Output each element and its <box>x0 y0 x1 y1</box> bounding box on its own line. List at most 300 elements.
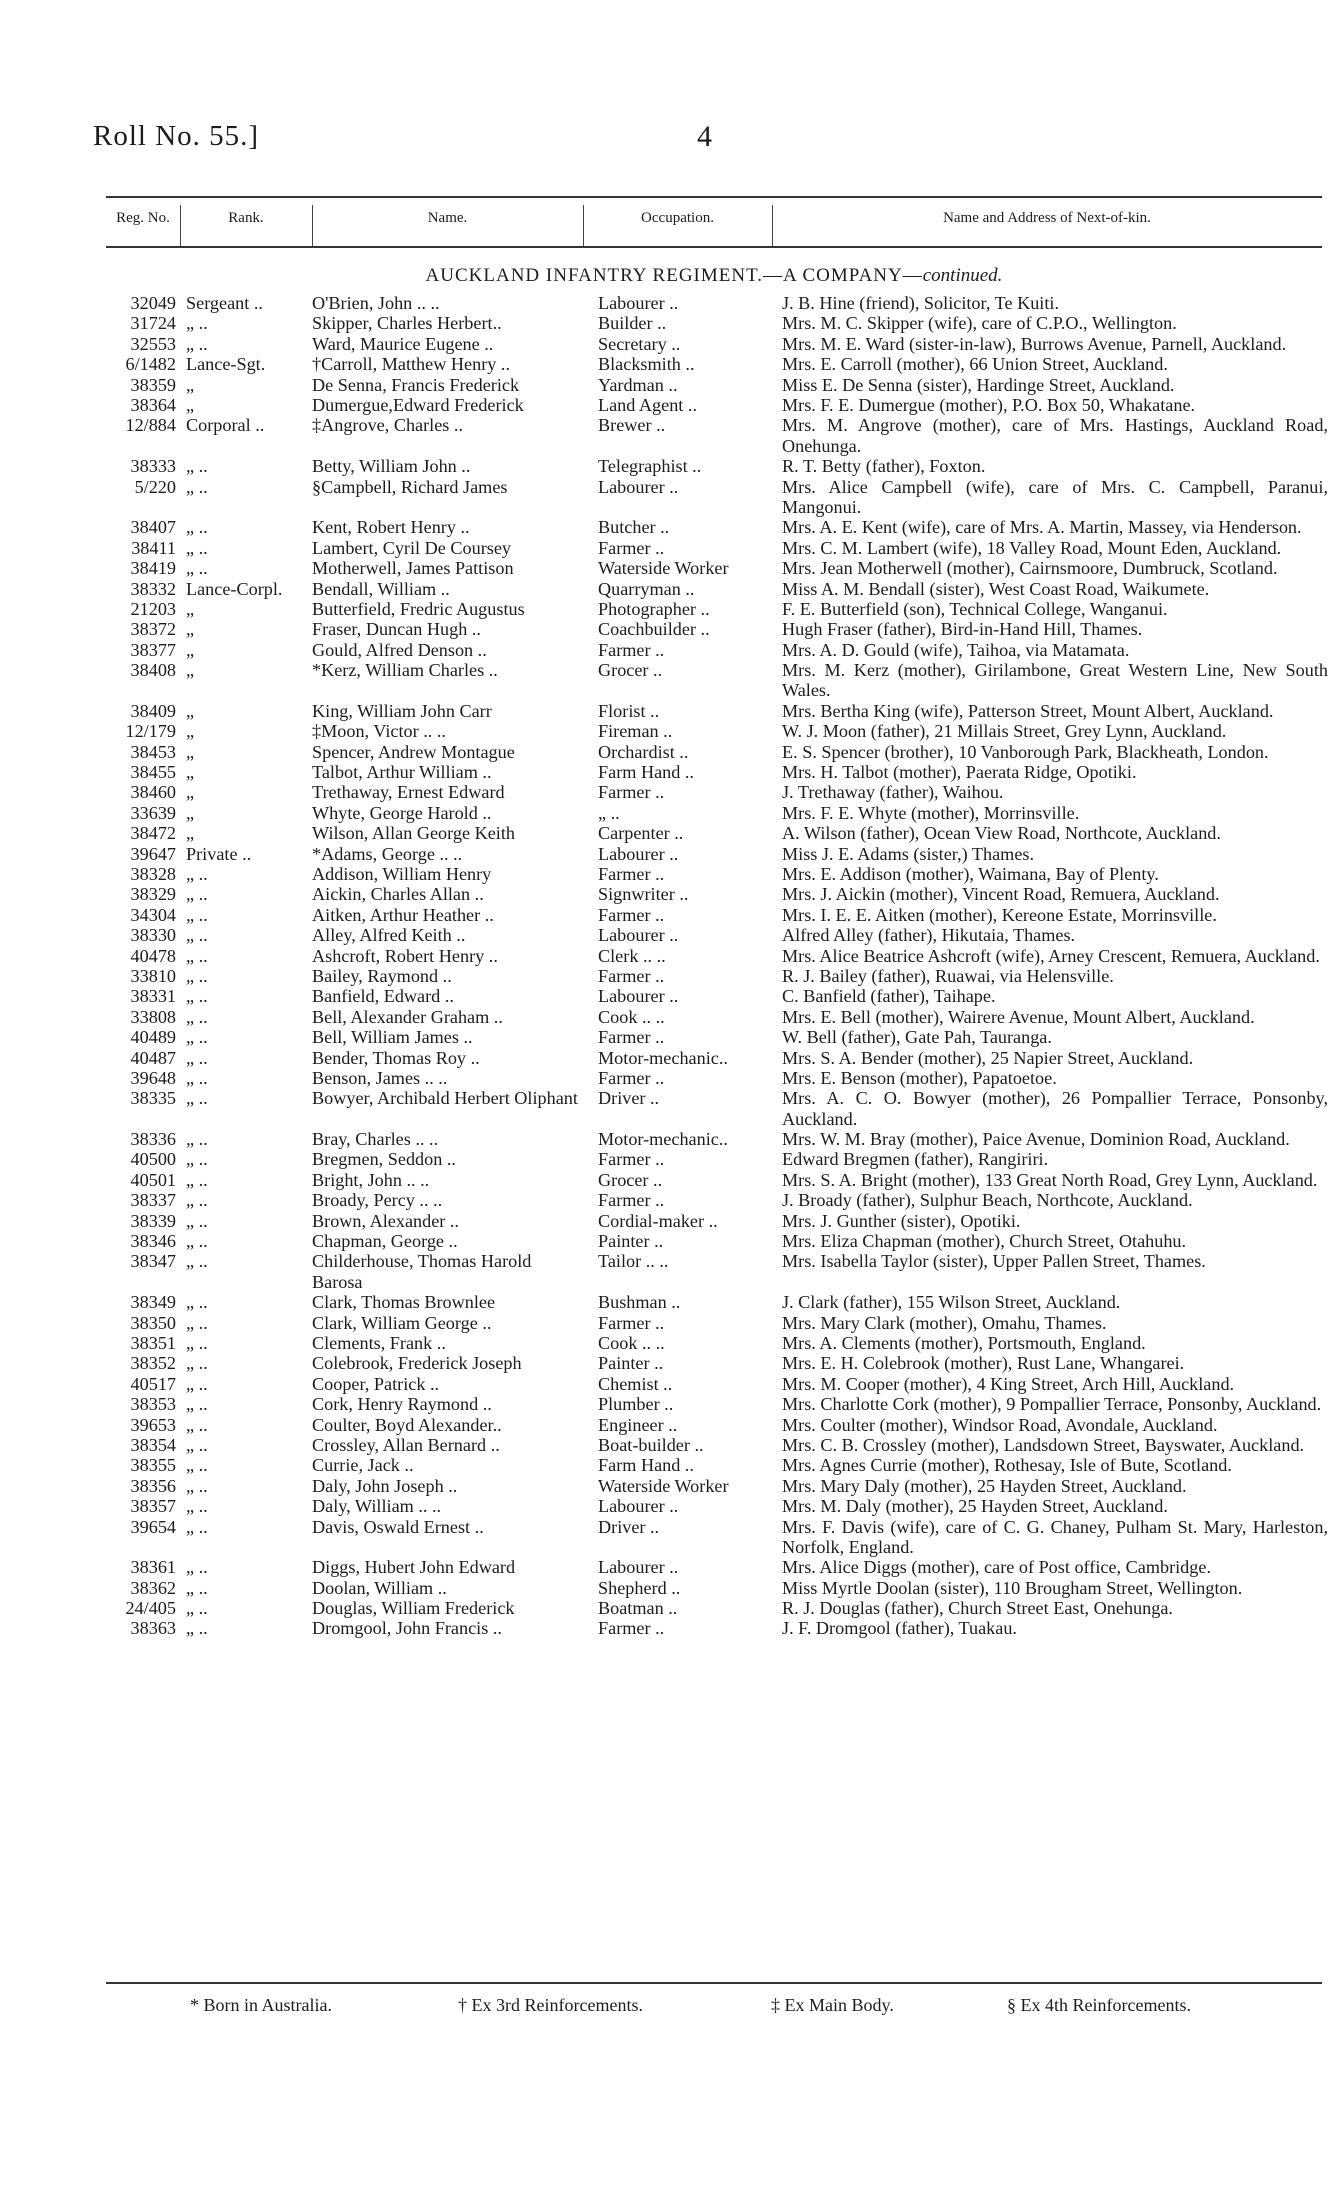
reg-no-cell: 38355 <box>130 1455 176 1476</box>
next-of-kin-cell: Mrs. M. C. Skipper (wife), care of C.P.O., Wellington. <box>782 313 1177 334</box>
next-of-kin-cell: J. F. Dromgool (father), Tuakau. <box>782 1618 1017 1639</box>
table-row <box>0 558 1335 578</box>
footnote-ex-main-body: ‡ Ex Main Body. <box>771 1995 894 2015</box>
occupation-cell: Labourer .. <box>598 843 679 864</box>
name-cell: Alley, Alfred Keith .. <box>312 925 466 946</box>
table-row <box>0 946 1335 966</box>
reg-no-cell: 38352 <box>130 1353 176 1374</box>
reg-no-cell: 33639 <box>130 802 176 823</box>
rank-cell: „ .. <box>186 1088 208 1109</box>
name-cell: Wilson, Allan George Keith <box>312 823 516 844</box>
reg-no-cell: 39654 <box>130 1516 176 1537</box>
name-cell: Benson, James .. .. <box>312 1067 448 1088</box>
occupation-cell: Brewer .. <box>598 415 666 436</box>
footnote-ex-4th-reinforcements: § Ex 4th Reinforcements. <box>1007 1995 1191 2015</box>
reg-no-cell: 38409 <box>130 700 176 721</box>
occupation-cell: Tailor .. .. <box>598 1251 669 1272</box>
occupation-cell: Farmer .. <box>598 965 665 986</box>
rank-cell: „ .. <box>186 1434 208 1455</box>
table-row <box>0 844 1335 864</box>
name-cell: Dumergue,Edward Frederick <box>312 394 524 415</box>
name-cell: Currie, Jack .. <box>312 1455 414 1476</box>
occupation-cell: Cordial-maker .. <box>598 1210 718 1231</box>
table-row <box>0 313 1335 333</box>
next-of-kin-cell: Mrs. A. C. O. Bowyer (mother), 26 Pompallier Terrace, Ponsonby, Auckland. <box>782 1088 1328 1129</box>
rank-cell: „ .. <box>186 1292 208 1313</box>
name-cell: Whyte, George Harold .. <box>312 802 492 823</box>
name-cell: Brown, Alexander .. <box>312 1210 459 1231</box>
name-cell: Betty, William John .. <box>312 456 471 477</box>
name-cell: Clements, Frank .. <box>312 1333 446 1353</box>
reg-no-cell: 39647 <box>130 843 176 864</box>
rank-cell: „ .. <box>186 1577 208 1598</box>
rank-cell: „ .. <box>186 863 208 884</box>
table-row <box>0 1557 1335 1577</box>
next-of-kin-cell: E. S. Spencer (brother), 10 Vanborough Park, Blackheath, London. <box>782 741 1269 762</box>
rank-cell: „ <box>186 394 195 415</box>
reg-no-cell: 38351 <box>130 1333 176 1353</box>
name-cell: Trethaway, Ernest Edward <box>312 782 505 803</box>
reg-no-cell: 38362 <box>130 1577 176 1598</box>
rank-cell: „ .. <box>186 1006 208 1027</box>
table-row <box>0 925 1335 945</box>
name-cell: Chapman, George .. <box>312 1231 458 1252</box>
reg-no-cell: 40500 <box>130 1149 176 1170</box>
table-top-rule <box>106 196 1322 198</box>
table-row <box>0 1190 1335 1210</box>
roll-table-body <box>0 293 1335 1639</box>
name-cell: Fraser, Duncan Hugh .. <box>312 619 481 640</box>
occupation-cell: Waterside Worker <box>598 1475 729 1496</box>
occupation-cell: Shepherd .. <box>598 1577 681 1598</box>
table-row <box>0 579 1335 599</box>
occupation-cell: Farmer .. <box>598 1149 665 1170</box>
reg-no-cell: 39648 <box>130 1067 176 1088</box>
reg-no-cell: 38372 <box>130 619 176 640</box>
name-cell: King, William John Carr <box>312 700 492 721</box>
name-cell: Coulter, Boyd Alexander.. <box>312 1414 502 1435</box>
rank-cell: „ .. <box>186 558 208 579</box>
table-row <box>0 1088 1335 1129</box>
occupation-cell: „ .. <box>598 802 620 823</box>
rank-cell: „ .. <box>186 986 208 1007</box>
name-cell: Dromgool, John Francis .. <box>312 1618 502 1639</box>
occupation-cell: Farmer .. <box>598 537 665 558</box>
table-row <box>0 1048 1335 1068</box>
next-of-kin-cell: Mrs. Eliza Chapman (mother), Church Street, Otahuhu. <box>782 1231 1187 1252</box>
occupation-cell: Quarryman .. <box>598 578 695 599</box>
table-row <box>0 905 1335 925</box>
reg-no-cell: 38363 <box>130 1618 176 1639</box>
occupation-cell: Farm Hand .. <box>598 762 694 783</box>
table-row <box>0 660 1335 701</box>
occupation-cell: Labourer .. <box>598 925 679 946</box>
section-continued: continued. <box>922 265 1003 286</box>
table-row <box>0 1211 1335 1231</box>
reg-no-cell: 38408 <box>130 660 176 681</box>
occupation-cell: Farm Hand .. <box>598 1455 694 1476</box>
table-row <box>0 1231 1335 1251</box>
column-header-rank: Rank. <box>228 210 264 226</box>
table-row <box>0 1394 1335 1414</box>
reg-no-cell: 38335 <box>130 1088 176 1109</box>
next-of-kin-cell: Mrs. M. Daly (mother), 25 Hayden Street, Auckland. <box>782 1496 1168 1517</box>
table-row <box>0 619 1335 639</box>
occupation-cell: Motor-mechanic.. <box>598 1129 728 1150</box>
next-of-kin-cell: Mrs. E. H. Colebrook (mother), Rust Lane, Whangarei. <box>782 1353 1185 1374</box>
name-cell: Clark, William George .. <box>312 1312 492 1333</box>
name-cell: Bregmen, Seddon .. <box>312 1149 456 1170</box>
rank-cell: „ .. <box>186 945 208 966</box>
name-cell: Davis, Oswald Ernest .. <box>312 1516 484 1537</box>
table-row <box>0 354 1335 374</box>
reg-no-cell: 40489 <box>130 1027 176 1048</box>
reg-no-cell: 38349 <box>130 1292 176 1313</box>
footnote-ex-3rd-reinforcements: † Ex 3rd Reinforcements. <box>458 1995 643 2015</box>
occupation-cell: Clerk .. .. <box>598 945 666 966</box>
occupation-cell: Labourer .. <box>598 293 679 313</box>
reg-no-cell: 40478 <box>130 945 176 966</box>
occupation-cell: Farmer .. <box>598 1190 665 1211</box>
table-row <box>0 1251 1335 1292</box>
occupation-cell: Labourer .. <box>598 1496 679 1517</box>
next-of-kin-cell: Mrs. A. D. Gould (wife), Taihoa, via Matamata. <box>782 639 1130 660</box>
next-of-kin-cell: R. J. Douglas (father), Church Street East, Onehunga. <box>782 1598 1173 1619</box>
reg-no-cell: 38333 <box>130 456 176 477</box>
occupation-cell: Farmer .. <box>598 1067 665 1088</box>
next-of-kin-cell: Mrs. S. A. Bender (mother), 25 Napier Street, Auckland. <box>782 1047 1194 1068</box>
table-row <box>0 517 1335 537</box>
table-row <box>0 986 1335 1006</box>
next-of-kin-cell: Mrs. M. Kerz (mother), Girilambone, Great Western Line, New South Wales. <box>782 660 1328 701</box>
reg-no-cell: 32553 <box>130 333 176 354</box>
occupation-cell: Farmer .. <box>598 782 665 803</box>
rank-cell: Corporal .. <box>186 415 265 436</box>
occupation-cell: Telegraphist .. <box>598 456 702 477</box>
rank-cell: „ .. <box>186 1251 208 1272</box>
name-cell: ‡Angrove, Charles .. <box>312 415 464 436</box>
next-of-kin-cell: Mrs. Mary Clark (mother), Omahu, Thames. <box>782 1312 1107 1333</box>
name-cell: Skipper, Charles Herbert.. <box>312 313 502 334</box>
name-cell: Gould, Alfred Denson .. <box>312 639 487 660</box>
next-of-kin-cell: Mrs. A. E. Kent (wife), care of Mrs. A. Martin, Massey, via Henderson. <box>782 517 1302 538</box>
occupation-cell: Farmer .. <box>598 1618 665 1639</box>
name-cell: Bendall, William .. <box>312 578 450 599</box>
name-cell: O'Brien, John .. .. <box>312 293 440 313</box>
name-cell: Talbot, Arthur William .. <box>312 762 492 783</box>
rank-cell: „ .. <box>186 1475 208 1496</box>
reg-no-cell: 38329 <box>130 884 176 905</box>
next-of-kin-cell: Mrs. Coulter (mother), Windsor Road, Avondale, Auckland. <box>782 1414 1218 1435</box>
next-of-kin-cell: Alfred Alley (father), Hikutaia, Thames. <box>782 925 1076 946</box>
section-title: AUCKLAND INFANTRY REGIMENT.—A COMPANY— <box>425 265 923 286</box>
table-row <box>0 1353 1335 1373</box>
table-row <box>0 1435 1335 1455</box>
rank-cell: „ <box>186 802 195 823</box>
rank-cell: „ .. <box>186 1169 208 1190</box>
name-cell: Kent, Robert Henry .. <box>312 517 470 538</box>
name-cell: §Campbell, Richard James <box>312 476 508 497</box>
table-row <box>0 1374 1335 1394</box>
reg-no-cell: 38328 <box>130 863 176 884</box>
next-of-kin-cell: Mrs. E. Addison (mother), Waimana, Bay of Plenty. <box>782 863 1159 884</box>
rank-cell: Sergeant .. <box>186 293 263 313</box>
rank-cell: „ .. <box>186 1394 208 1415</box>
table-row <box>0 1578 1335 1598</box>
next-of-kin-cell: Mrs. Bertha King (wife), Patterson Street, Mount Albert, Auckland. <box>782 700 1274 721</box>
rank-cell: Lance-Sgt. <box>186 354 266 375</box>
occupation-cell: Photographer .. <box>598 598 710 619</box>
rank-cell: „ .. <box>186 1149 208 1170</box>
occupation-cell: Fireman .. <box>598 721 673 742</box>
roll-title: Roll No. 55.] <box>93 120 260 152</box>
next-of-kin-cell: W. J. Moon (father), 21 Millais Street, Grey Lynn, Auckland. <box>782 721 1227 742</box>
table-row <box>0 1027 1335 1047</box>
rank-cell: „ <box>186 639 195 660</box>
reg-no-cell: 38336 <box>130 1129 176 1150</box>
occupation-cell: Labourer .. <box>598 986 679 1007</box>
occupation-cell: Grocer .. <box>598 1169 663 1190</box>
next-of-kin-cell: Edward Bregmen (father), Rangiriri. <box>782 1149 1049 1170</box>
name-cell: Bender, Thomas Roy .. <box>312 1047 480 1068</box>
reg-no-cell: 38350 <box>130 1312 176 1333</box>
occupation-cell: Butcher .. <box>598 517 670 538</box>
name-cell: Daly, William .. .. <box>312 1496 442 1517</box>
name-cell: Cooper, Patrick .. <box>312 1373 440 1394</box>
reg-no-cell: 38339 <box>130 1210 176 1231</box>
occupation-cell: Farmer .. <box>598 863 665 884</box>
reg-no-cell: 38364 <box>130 394 176 415</box>
name-cell: Spencer, Andrew Montague <box>312 741 515 762</box>
rank-cell: „ .. <box>186 1231 208 1252</box>
reg-no-cell: 38460 <box>130 782 176 803</box>
table-header-rule <box>106 246 1322 248</box>
next-of-kin-cell: C. Banfield (father), Taihape. <box>782 986 996 1007</box>
occupation-cell: Grocer .. <box>598 660 663 681</box>
rank-cell: „ .. <box>186 965 208 986</box>
table-row <box>0 1415 1335 1435</box>
table-row <box>0 395 1335 415</box>
occupation-cell: Cook .. .. <box>598 1333 665 1353</box>
reg-no-cell: 38377 <box>130 639 176 660</box>
rank-cell: „ <box>186 741 195 762</box>
rank-cell: Lance-Corpl. <box>186 578 283 599</box>
table-row <box>0 762 1335 782</box>
next-of-kin-cell: Mrs. I. E. E. Aitken (mother), Kereone Estate, Morrinsville. <box>782 904 1217 925</box>
reg-no-cell: 38359 <box>130 374 176 395</box>
table-row <box>0 640 1335 660</box>
reg-no-cell: 38330 <box>130 925 176 946</box>
name-cell: Colebrook, Frederick Joseph <box>312 1353 522 1374</box>
name-cell: Bowyer, Archibald Herbert Oliphant <box>312 1088 578 1109</box>
name-cell: Bell, William James .. <box>312 1027 473 1048</box>
rank-cell: „ .. <box>186 1598 208 1619</box>
occupation-cell: Cook .. .. <box>598 1006 665 1027</box>
rank-cell: „ <box>186 660 195 681</box>
reg-no-cell: 12/884 <box>125 415 176 436</box>
table-row <box>0 599 1335 619</box>
rank-cell: „ .. <box>186 1067 208 1088</box>
next-of-kin-cell: Miss E. De Senna (sister), Hardinge Street, Auckland. <box>782 374 1175 395</box>
rank-cell: „ .. <box>186 1455 208 1476</box>
rank-cell: „ .. <box>186 904 208 925</box>
rank-cell: „ <box>186 700 195 721</box>
rank-cell: „ .. <box>186 1516 208 1537</box>
table-row <box>0 293 1335 313</box>
column-header-next-of-kin: Name and Address of Next-of-kin. <box>943 210 1151 226</box>
table-row <box>0 742 1335 762</box>
reg-no-cell: 38419 <box>130 558 176 579</box>
reg-no-cell: 6/1482 <box>125 354 176 375</box>
reg-no-cell: 38411 <box>131 537 176 558</box>
occupation-cell: Farmer .. <box>598 1312 665 1333</box>
rank-cell: „ .. <box>186 333 208 354</box>
table-row <box>0 1292 1335 1312</box>
column-header-occupation: Occupation. <box>641 210 714 226</box>
table-row <box>0 334 1335 354</box>
next-of-kin-cell: Mrs. J. Gunther (sister), Opotiki. <box>782 1210 1021 1231</box>
next-of-kin-cell: R. T. Betty (father), Foxton. <box>782 456 986 477</box>
next-of-kin-cell: Mrs. E. Benson (mother), Papatoetoe. <box>782 1067 1057 1088</box>
table-row <box>0 1496 1335 1516</box>
name-cell: *Kerz, William Charles .. <box>312 660 498 681</box>
table-row <box>0 864 1335 884</box>
occupation-cell: Coachbuilder .. <box>598 619 710 640</box>
reg-no-cell: 38337 <box>130 1190 176 1211</box>
occupation-cell: Waterside Worker <box>598 558 729 579</box>
name-cell: Crossley, Allan Bernard .. <box>312 1434 500 1455</box>
rank-cell: „ .. <box>186 1618 208 1639</box>
table-row <box>0 1618 1335 1638</box>
next-of-kin-cell: J. Broady (father), Sulphur Beach, Northcote, Auckland. <box>782 1190 1193 1211</box>
reg-no-cell: 38331 <box>130 986 176 1007</box>
name-cell: Addison, William Henry <box>312 863 492 884</box>
next-of-kin-cell: Miss J. E. Adams (sister,) Thames. <box>782 843 1035 864</box>
name-cell: Ashcroft, Robert Henry .. <box>312 945 498 966</box>
occupation-cell: Carpenter .. <box>598 823 684 844</box>
occupation-cell: Secretary .. <box>598 333 681 354</box>
occupation-cell: Driver .. <box>598 1516 660 1537</box>
name-cell: Motherwell, James Pattison <box>312 558 514 579</box>
reg-no-cell: 31724 <box>130 313 176 334</box>
name-cell: Bell, Alexander Graham .. <box>312 1006 503 1027</box>
occupation-cell: Chemist .. <box>598 1373 673 1394</box>
next-of-kin-cell: Mrs. F. E. Whyte (mother), Morrinsville. <box>782 802 1080 823</box>
rank-cell: „ <box>186 619 195 640</box>
rank-cell: „ .. <box>186 1496 208 1517</box>
name-cell: †Carroll, Matthew Henry .. <box>312 354 510 375</box>
next-of-kin-cell: Mrs. F. Davis (wife), care of C. G. Chaney, Pulham St. Mary, Harleston, Norfolk, England. <box>782 1516 1328 1557</box>
occupation-cell: Yardman .. <box>598 374 678 395</box>
table-bottom-rule <box>106 1982 1322 1984</box>
next-of-kin-cell: Mrs. F. E. Dumergue (mother), P.O. Box 50, Whakatane. <box>782 394 1196 415</box>
occupation-cell: Plumber .. <box>598 1394 674 1415</box>
next-of-kin-cell: Mrs. A. Clements (mother), Portsmouth, England. <box>782 1333 1146 1353</box>
reg-no-cell: 40487 <box>130 1047 176 1068</box>
occupation-cell: Boatman .. <box>598 1598 678 1619</box>
reg-no-cell: 12/179 <box>125 721 176 742</box>
next-of-kin-cell: Mrs. H. Talbot (mother), Paerata Ridge, Opotiki. <box>782 762 1137 783</box>
reg-no-cell: 33808 <box>130 1006 176 1027</box>
name-cell: Bailey, Raymond .. <box>312 965 452 986</box>
next-of-kin-cell: Mrs. E. Bell (mother), Wairere Avenue, Mount Albert, Auckland. <box>782 1006 1255 1027</box>
next-of-kin-cell: Mrs. W. M. Bray (mother), Paice Avenue, Dominion Road, Auckland. <box>782 1129 1290 1150</box>
name-cell: Broady, Percy .. .. <box>312 1190 443 1211</box>
occupation-cell: Painter .. <box>598 1231 664 1252</box>
column-header-reg-no: Reg. No. <box>116 210 170 226</box>
reg-no-cell: 38407 <box>130 517 176 538</box>
rank-cell: „ <box>186 762 195 783</box>
table-row <box>0 538 1335 558</box>
occupation-cell: Driver .. <box>598 1088 660 1109</box>
reg-no-cell: 38472 <box>130 823 176 844</box>
occupation-cell: Labourer .. <box>598 1557 679 1578</box>
page-number: 4 <box>697 120 712 153</box>
footnote-born-in-australia: * Born in Australia. <box>190 1995 332 2015</box>
name-cell: De Senna, Francis Frederick <box>312 374 520 395</box>
next-of-kin-cell: J. Clark (father), 155 Wilson Street, Auckland. <box>782 1292 1121 1313</box>
name-cell: Childerhouse, Thomas Harold Barosa <box>312 1251 532 1292</box>
rank-cell: „ .. <box>186 313 208 334</box>
next-of-kin-cell: J. Trethaway (father), Waihou. <box>782 782 1004 803</box>
reg-no-cell: 38455 <box>130 762 176 783</box>
next-of-kin-cell: R. J. Bailey (father), Ruawai, via Helensville. <box>782 965 1114 986</box>
next-of-kin-cell: Miss Myrtle Doolan (sister), 110 Brougham Street, Wellington. <box>782 1577 1243 1598</box>
reg-no-cell: 38453 <box>130 741 176 762</box>
table-row <box>0 721 1335 741</box>
table-row <box>0 1007 1335 1027</box>
next-of-kin-cell: Mrs. J. Aickin (mother), Vincent Road, Remuera, Auckland. <box>782 884 1220 905</box>
occupation-cell: Painter .. <box>598 1353 664 1374</box>
rank-cell: „ .. <box>186 476 208 497</box>
next-of-kin-cell: J. B. Hine (friend), Solicitor, Te Kuiti. <box>782 293 1060 313</box>
reg-no-cell: 38357 <box>130 1496 176 1517</box>
rank-cell: „ .. <box>186 1129 208 1150</box>
table-row <box>0 1476 1335 1496</box>
next-of-kin-cell: Mrs. C. M. Lambert (wife), 18 Valley Road, Mount Eden, Auckland. <box>782 537 1282 558</box>
next-of-kin-cell: A. Wilson (father), Ocean View Road, Northcote, Auckland. <box>782 823 1221 844</box>
rank-cell: „ <box>186 782 195 803</box>
next-of-kin-cell: Mrs. Alice Beatrice Ashcroft (wife), Arney Crescent, Remuera, Auckland. <box>782 945 1320 966</box>
table-row <box>0 477 1335 518</box>
table-row <box>0 1333 1335 1353</box>
reg-no-cell: 40501 <box>130 1169 176 1190</box>
name-cell: Ward, Maurice Eugene .. <box>312 333 494 354</box>
reg-no-cell: 38361 <box>130 1557 176 1578</box>
name-cell: Diggs, Hubert John Edward <box>312 1557 516 1578</box>
table-row <box>0 884 1335 904</box>
next-of-kin-cell: Mrs. C. B. Crossley (mother), Landsdown Street, Bayswater, Auckland. <box>782 1434 1305 1455</box>
table-row <box>0 1313 1335 1333</box>
occupation-cell: Blacksmith .. <box>598 354 695 375</box>
next-of-kin-cell: Mrs. Mary Daly (mother), 25 Hayden Street, Auckland. <box>782 1475 1187 1496</box>
rank-cell: „ .. <box>186 1190 208 1211</box>
name-cell: Clark, Thomas Brownlee <box>312 1292 496 1313</box>
reg-no-cell: 32049 <box>130 293 176 313</box>
occupation-cell: Florist .. <box>598 700 660 721</box>
rank-cell: „ <box>186 598 195 619</box>
occupation-cell: Orchardist .. <box>598 741 689 762</box>
next-of-kin-cell: Miss A. M. Bendall (sister), West Coast Road, Waikumete. <box>782 578 1210 599</box>
reg-no-cell: 38354 <box>130 1434 176 1455</box>
reg-no-cell: 38347 <box>130 1251 176 1272</box>
table-row <box>0 823 1335 843</box>
rank-cell: „ .. <box>186 1312 208 1333</box>
rank-cell: „ .. <box>186 1414 208 1435</box>
table-row <box>0 803 1335 823</box>
rank-cell: „ .. <box>186 1353 208 1374</box>
table-row <box>0 1455 1335 1475</box>
